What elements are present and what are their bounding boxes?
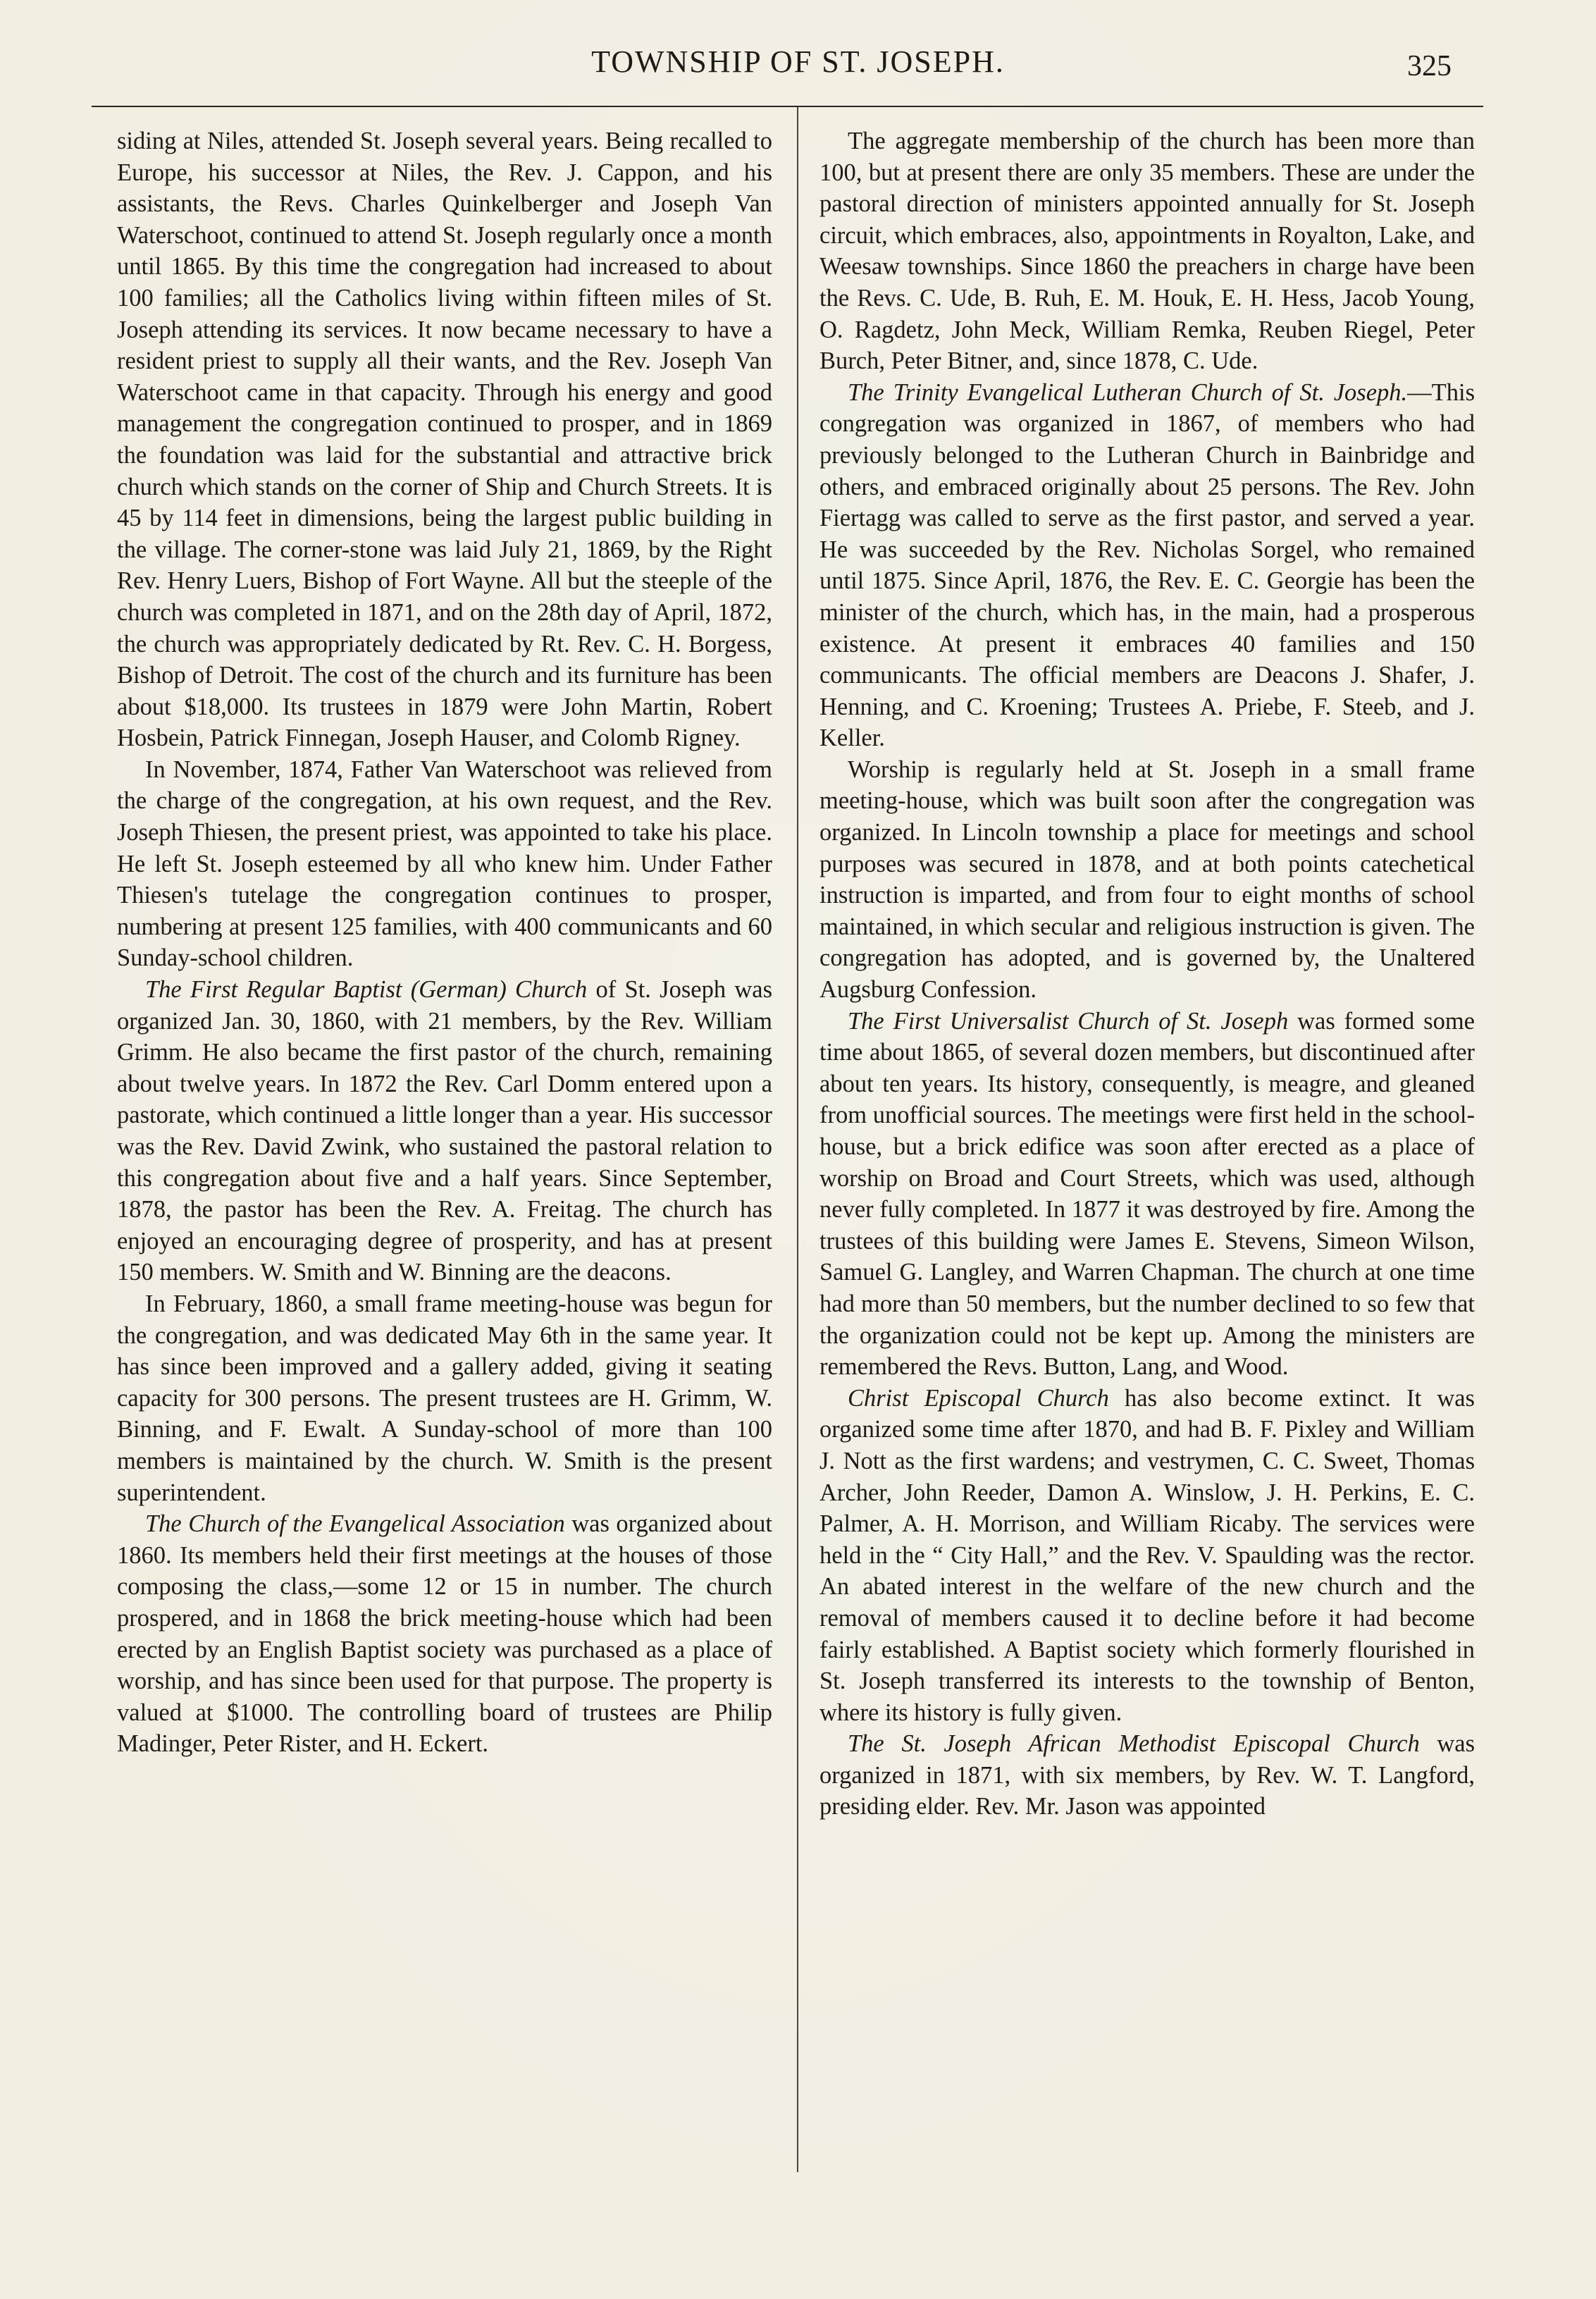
paragraph-text: of St. Joseph was organized Jan. 30, 1860, with 21 members, by the Rev. William Grimm. He also became the first pastor of the church, remaining about twelve years. In 1872 the Rev. Carl Domm entered upon a pastorate, which continued a little longer than a year. His successor was the Rev. David Zwink, who sustained the pastoral relation to this congregation about five and a half years. Since September, 1878, the pastor has been the Rev. A. Freitag. The church has enjoyed an encouraging degree of prosperity, and has at present 150 members. W. Smith and W. Binning are the deacons. <box>117 976 772 1286</box>
page-number: 325 <box>1407 50 1452 82</box>
paragraph-text: was organized in 1871, with six members, by Rev. W. T. Langford, presiding elder. Rev. Mr. Jason was appointed <box>819 1730 1475 1820</box>
paragraph-text: Worship is regularly held at St. Joseph in a small frame meeting-house, which was built soon after the congregation was organized. In Lincoln township a place for meetings and school purposes was secured in 1878, and at both points catechetical instruction is imparted, and from four to eight months of school maintained, in which secular and religious instruction is given. The congregation has adopted, and is governed by, the Unaltered Augsburg Confession. <box>819 756 1475 1004</box>
paragraph-text: The aggregate membership of the church has been more than 100, but at present there are only 35 members. These are under the pastoral direction of ministers appointed annually for St. Joseph circuit, which embraces, also, appointments in Royalton, Lake, and Weesaw townships. Since 1860 the preachers in charge have been the Revs. C. Ude, B. Ruh, E. M. Houk, E. H. Hess, Jacob Young, O. Ragdetz, John Meck, William Remka, Reuben Riegel, Peter Burch, Peter Bitner, and, since 1878, C. Ude. <box>819 128 1475 375</box>
paragraph-lead: The First Universalist Church of St. Joseph <box>848 1007 1289 1035</box>
paragraph-lead: The Church of the Evangelical Association <box>145 1510 565 1538</box>
page-title: TOWNSHIP OF ST. JOSEPH. <box>591 44 1005 79</box>
paragraph <box>819 754 1475 1006</box>
paragraph <box>819 377 1475 754</box>
paragraph-text: In February, 1860, a small frame meeting-house was begun for the congregation, and was dedicated May 6th in the same year. It has since been improved and a gallery added, giving it seating capacity for 300 persons. The present trustees are H. Grimm, W. Binning, and F. Ewalt. A Sunday-school of more than 100 members is maintained by the church. W. Smith is the present superintendent. <box>117 1290 772 1506</box>
paragraph <box>117 1508 772 1760</box>
paragraph <box>117 974 772 1288</box>
paragraph-text: siding at Niles, attended St. Joseph several years. Being recalled to Europe, his successor at Niles, the Rev. J. Cappon, and his assistants, the Revs. Charles Quinkelberger and Joseph Van Waterschoot, continued to attend St. Joseph regularly once a month until 1865. By this time the congregation had increased to about 100 families; all the Catholics living within fifteen miles of St. Joseph attending its services. It now became necessary to have a resident priest to supply all their wants, and the Rev. Joseph Van Waterschoot came in that capacity. Through his energy and good management the congregation continued to prosper, and in 1869 the foundation was laid for the substantial and attractive brick church which stands on the corner of Ship and Church Streets. It is 45 by 114 feet in dimensions, being the largest public building in the village. The corner-stone was laid July 21, 1869, by the Right Rev. Henry Luers, Bishop of Fort Wayne. All but the steeple of the church was completed in 1871, and on the 28th day of April, 1872, the church was appropriately dedicated by Rt. Rev. C. H. Borgess, Bishop of Detroit. The cost of the church and its furniture has been about $18,000. Its trustees in 1879 were John Martin, Robert Hosbein, Patrick Finnegan, Joseph Hauser, and Colomb Rigney. <box>117 128 772 752</box>
paragraph-text: was organized about 1860. Its members held their first meetings at the houses of those composing the class,—some 12 or 15 in number. The church prospered, and in 1868 the brick meeting-house which had been erected by an English Baptist society was purchased as a place of worship, and has since been used for that purpose. The property is valued at $1000. The controlling board of trustees are Philip Madinger, Peter Rister, and H. Eckert. <box>117 1510 772 1758</box>
paragraph <box>819 1383 1475 1729</box>
paragraph <box>819 1006 1475 1383</box>
paragraph <box>819 1728 1475 1823</box>
paragraph-lead: The St. Joseph African Methodist Episcopal Church <box>848 1730 1420 1758</box>
header-rule <box>92 106 1483 107</box>
paragraph-text: In November, 1874, Father Van Waterschoot was relieved from the charge of the congregation, at his own request, and the Rev. Joseph Thiesen, the present priest, was appointed to take his place. He left St. Joseph esteemed by all who knew him. Under Father Thiesen's tutelage the congregation continues to prosper, numbering at present 125 families, with 400 communicants and 60 Sunday-school children. <box>117 756 772 972</box>
paragraph-text: —This congregation was organized in 1867, of members who had previously belonged to the Lutheran Church in Bainbridge and others, and embraced originally about 25 persons. The Rev. John Fiertagg was called to serve as the first pastor, and served a year. He was succeeded by the Rev. Nicholas Sorgel, who remained until 1875. Since April, 1876, the Rev. E. C. Georgie has been the minister of the church, which has, in the main, had a prosperous existence. At present it embraces 40 families and 150 communicants. The official members are Deacons J. Shafer, J. Henning, and C. Kroening; Trustees A. Priebe, F. Steeb, and J. Keller. <box>819 378 1475 752</box>
paragraph-lead: The Trinity Evangelical Lutheran Church of St. Joseph. <box>848 378 1408 406</box>
paragraph <box>117 754 772 974</box>
paragraph-text: was formed some time about 1865, of several dozen members, but discontinued after about ten years. Its history, consequently, is meagre, and gleaned from unofficial sources. The meetings were first held in the school-house, but a brick edifice was soon after erected as a place of worship on Broad and Court Streets, which was used, although never fully completed. In 1877 it was destroyed by fire. Among the trustees of this building were James E. Stevens, Simeon Wilson, Samuel G. Langley, and Warren Chapman. The church at one time had more than 50 members, but the number declined to so few that the organization could not be kept up. Among the ministers are remembered the Revs. Button, Lang, and Wood. <box>819 1007 1475 1381</box>
paragraph <box>117 1288 772 1508</box>
column-divider <box>797 107 798 2172</box>
right-column <box>819 125 1475 1823</box>
paragraph-lead: The First Regular Baptist (German) Church <box>145 976 588 1004</box>
paragraph-text: has also become extinct. It was organized some time after 1870, and had B. F. Pixley and William J. Nott as the first wardens; and vestrymen, C. C. Sweet, Thomas Archer, John Reeder, Damon A. Winslow, J. H. Perkins, E. C. Palmer, A. H. Morrison, and William Ricaby. The services were held in the “ City Hall,” and the Rev. V. Spaulding was the rector. An abated interest in the welfare of the new church and the removal of members caused it to decline before it had become fairly established. A Baptist society which formerly flourished in St. Joseph transferred its interests to the township of Benton, where its history is fully given. <box>819 1384 1475 1726</box>
left-column <box>117 125 772 1760</box>
paragraph <box>117 125 772 754</box>
paragraph-lead: Christ Episcopal Church <box>848 1384 1109 1412</box>
running-head <box>0 44 1596 93</box>
paragraph <box>819 125 1475 377</box>
